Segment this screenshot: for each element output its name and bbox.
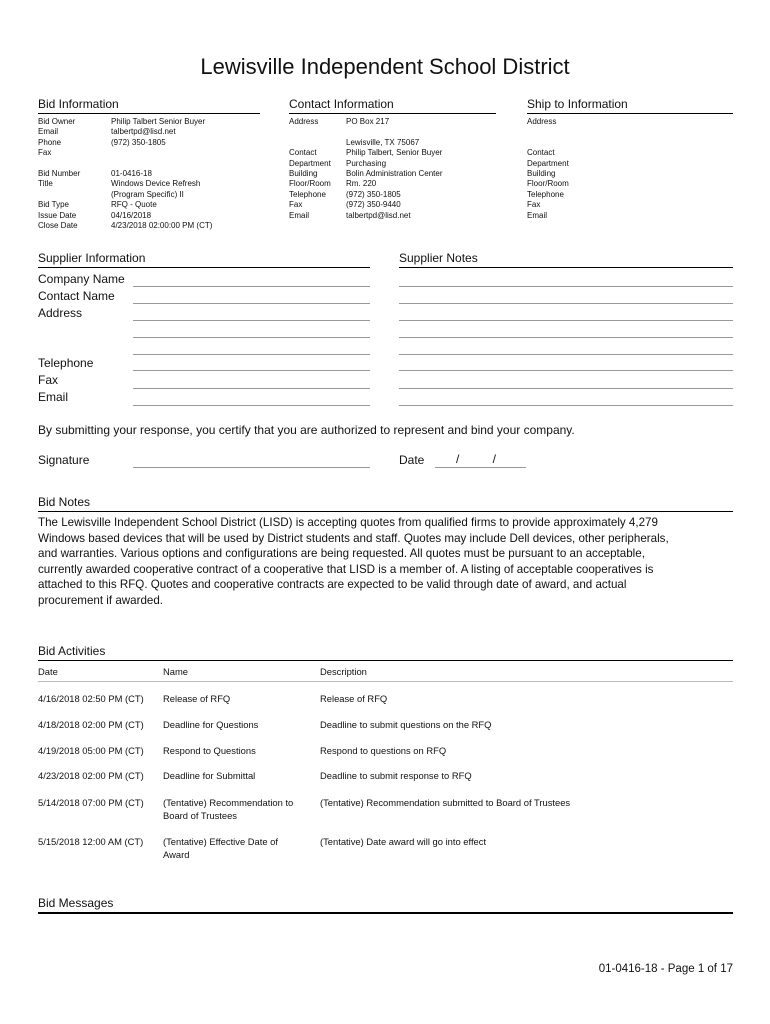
contact-value: Purchasing [346, 158, 387, 168]
signature-label: Signature [38, 453, 90, 467]
activity-name: (Tentative) Recommendation to [163, 797, 294, 808]
bid-notes-body [38, 515, 669, 609]
bid-info-label: Email [38, 127, 59, 137]
contact-info-heading: Contact Information [289, 97, 496, 114]
certify-text: By submitting your response, you certify that you are authorized to represent and bind your company. [38, 423, 575, 437]
contact-value: (972) 350-9440 [346, 200, 401, 210]
contact-label: Email [289, 210, 310, 220]
contact-value: PO Box 217 [346, 117, 390, 126]
bid-info-label: Issue Date [38, 210, 77, 220]
bid-info-label: Title [38, 179, 53, 189]
bid-notes-line: procurement if awarded. [38, 593, 164, 607]
bid-info-label: Bid Owner [38, 117, 76, 126]
ship-info-labels [527, 117, 569, 221]
activity-name: Deadline for Questions [163, 719, 259, 730]
company-name-field[interactable] [133, 286, 370, 287]
page-footer: 01-0416-18 - Page 1 of 17 [598, 963, 733, 975]
activity-name-cont: Award [163, 849, 190, 860]
ship-label: Floor/Room [527, 179, 569, 189]
activity-date: 5/15/2018 12:00 AM (CT) [38, 836, 144, 847]
address-field-3[interactable] [133, 354, 370, 355]
notes-line-1[interactable] [399, 286, 733, 287]
bid-title-value: Windows Device Refresh [111, 179, 201, 189]
ship-info-heading: Ship to Information [527, 97, 733, 114]
contact-value: Rm. 220 [346, 179, 377, 189]
activity-name: (Tentative) Effective Date of [163, 836, 278, 847]
bid-notes-line: currently awarded cooperative contract of a cooperative that LISD is a member of. A listing of acceptable cooperatives is [38, 562, 654, 576]
contact-label: Floor/Room [289, 179, 331, 189]
address-field-1[interactable] [133, 320, 370, 321]
contact-value: (972) 350-1805 [346, 189, 401, 199]
activity-description: (Tentative) Date award will go into effect [320, 836, 487, 847]
contact-info-values [346, 117, 443, 221]
bid-notes-line: and warranties. Various options and configurations are being requested. All quotes must be pursuant to an acceptable, [38, 547, 645, 561]
ship-label: Department [527, 158, 569, 168]
activity-description: (Tentative) Recommendation submitted to Board of Trustees [320, 797, 571, 808]
ship-label: Email [527, 210, 548, 220]
close-date-value: 4/23/2018 02:00:00 PM (CT) [111, 221, 213, 231]
contact-value: talbertpd@lisd.net [346, 210, 411, 220]
bid-phone-value: (972) 350-1805 [111, 137, 166, 147]
contact-label: Contact [289, 148, 317, 158]
activity-date: 4/19/2018 05:00 PM (CT) [38, 745, 144, 756]
bid-info-labels [38, 117, 80, 231]
address-field-2[interactable] [133, 337, 370, 338]
contact-value: Bolin Administration Center [346, 169, 443, 179]
spacer [111, 159, 212, 169]
bid-info-label: Fax [38, 148, 52, 158]
contact-value: Philip Talbert, Senior Buyer [346, 148, 443, 158]
bid-email-value: talbertpd@lisd.net [111, 127, 176, 137]
supplier-notes-heading: Supplier Notes [399, 251, 733, 268]
bid-messages-heading: Bid Messages [38, 896, 733, 914]
notes-line-8[interactable] [399, 405, 733, 406]
activity-date: 4/23/2018 02:00 PM (CT) [38, 770, 144, 781]
email-label: Email [38, 390, 69, 404]
activity-name: Respond to Questions [163, 745, 256, 756]
issue-date-value: 04/16/2018 [111, 210, 152, 220]
ship-label: Address [527, 117, 557, 126]
contact-label [289, 127, 331, 137]
contact-info-labels [289, 117, 331, 221]
date-label: Date [399, 453, 425, 467]
signature-field[interactable] [133, 467, 370, 468]
ship-label [527, 138, 569, 148]
notes-line-6[interactable] [399, 370, 733, 371]
supplier-info-heading: Supplier Information [38, 251, 370, 268]
activity-date: 4/18/2018 02:00 PM (CT) [38, 719, 144, 730]
activity-date: 4/16/2018 02:50 PM (CT) [38, 693, 144, 704]
col-header-date: Date [38, 666, 58, 677]
telephone-field[interactable] [133, 370, 370, 371]
bid-info-label: Bid Type [38, 200, 69, 210]
date-separators: / / [456, 452, 497, 466]
notes-line-5[interactable] [399, 354, 733, 355]
bid-type-value: RFQ - Quote [111, 200, 157, 210]
bid-info-label [38, 190, 80, 200]
fax-label: Fax [38, 373, 59, 387]
col-header-description: Description [320, 666, 367, 677]
bid-info-label: Bid Number [38, 169, 81, 179]
contact-value: Lewisville, TX 75067 [346, 137, 420, 147]
email-field[interactable] [133, 405, 370, 406]
ship-label: Contact [527, 148, 555, 158]
column-header-divider [38, 681, 733, 682]
contact-label [289, 138, 331, 148]
bid-info-label: Close Date [38, 221, 78, 231]
activity-date: 5/14/2018 07:00 PM (CT) [38, 797, 144, 808]
contact-label: Address [289, 117, 319, 126]
ship-label: Fax [527, 200, 541, 210]
ship-label: Telephone [527, 189, 564, 199]
contact-value [346, 127, 443, 137]
notes-line-4[interactable] [399, 337, 733, 338]
activity-name-cont: Board of Trustees [163, 810, 237, 821]
ship-label: Building [527, 169, 556, 179]
bid-info-label [38, 159, 80, 169]
bid-info-values [111, 117, 212, 231]
notes-line-2[interactable] [399, 303, 733, 304]
activity-name: Release of RFQ [163, 693, 231, 704]
address-label: Address [38, 306, 83, 320]
contact-label: Telephone [289, 189, 326, 199]
activity-name: Deadline for Submittal [163, 770, 256, 781]
bid-number-value: 01-0416-18 [111, 169, 152, 179]
bid-notes-line: Windows based devices that will be used by District students and staff. Quotes may include Dell devices, other peripherals, [38, 531, 669, 545]
contact-label: Building [289, 169, 318, 179]
activity-description: Deadline to submit questions on the RFQ [320, 719, 492, 730]
contact-name-field[interactable] [133, 303, 370, 304]
activity-description: Respond to questions on RFQ [320, 745, 447, 756]
bid-info-label: Phone [38, 137, 62, 147]
bid-activities-heading: Bid Activities [38, 644, 733, 661]
bid-notes-line: The Lewisville Independent School District (LISD) is accepting quotes from qualified firms to provide approximately 4,279 [38, 516, 658, 529]
bid-notes-line: attached to this RFQ. Quotes and cooperative contracts are expected to be valid through date of award, and actual [38, 578, 627, 592]
company-name-label: Company Name [38, 272, 125, 286]
activity-description: Deadline to submit response to RFQ [320, 770, 472, 781]
bid-fax-value [111, 148, 212, 158]
contact-name-label: Contact Name [38, 289, 115, 303]
bid-title-value-2: (Program Specific) II [111, 189, 184, 199]
ship-label [527, 127, 569, 137]
contact-label: Department [289, 158, 331, 168]
page-title: Lewisville Independent School District [200, 54, 570, 79]
fax-field[interactable] [133, 388, 370, 389]
bid-notes-heading: Bid Notes [38, 495, 733, 512]
telephone-label: Telephone [38, 356, 94, 370]
contact-label: Fax [289, 200, 303, 210]
bid-owner-value: Philip Talbert Senior Buyer [111, 117, 206, 126]
notes-line-7[interactable] [399, 388, 733, 389]
activity-description: Release of RFQ [320, 693, 388, 704]
bid-info-heading: Bid Information [38, 97, 260, 114]
notes-line-3[interactable] [399, 320, 733, 321]
col-header-name: Name [163, 666, 189, 677]
